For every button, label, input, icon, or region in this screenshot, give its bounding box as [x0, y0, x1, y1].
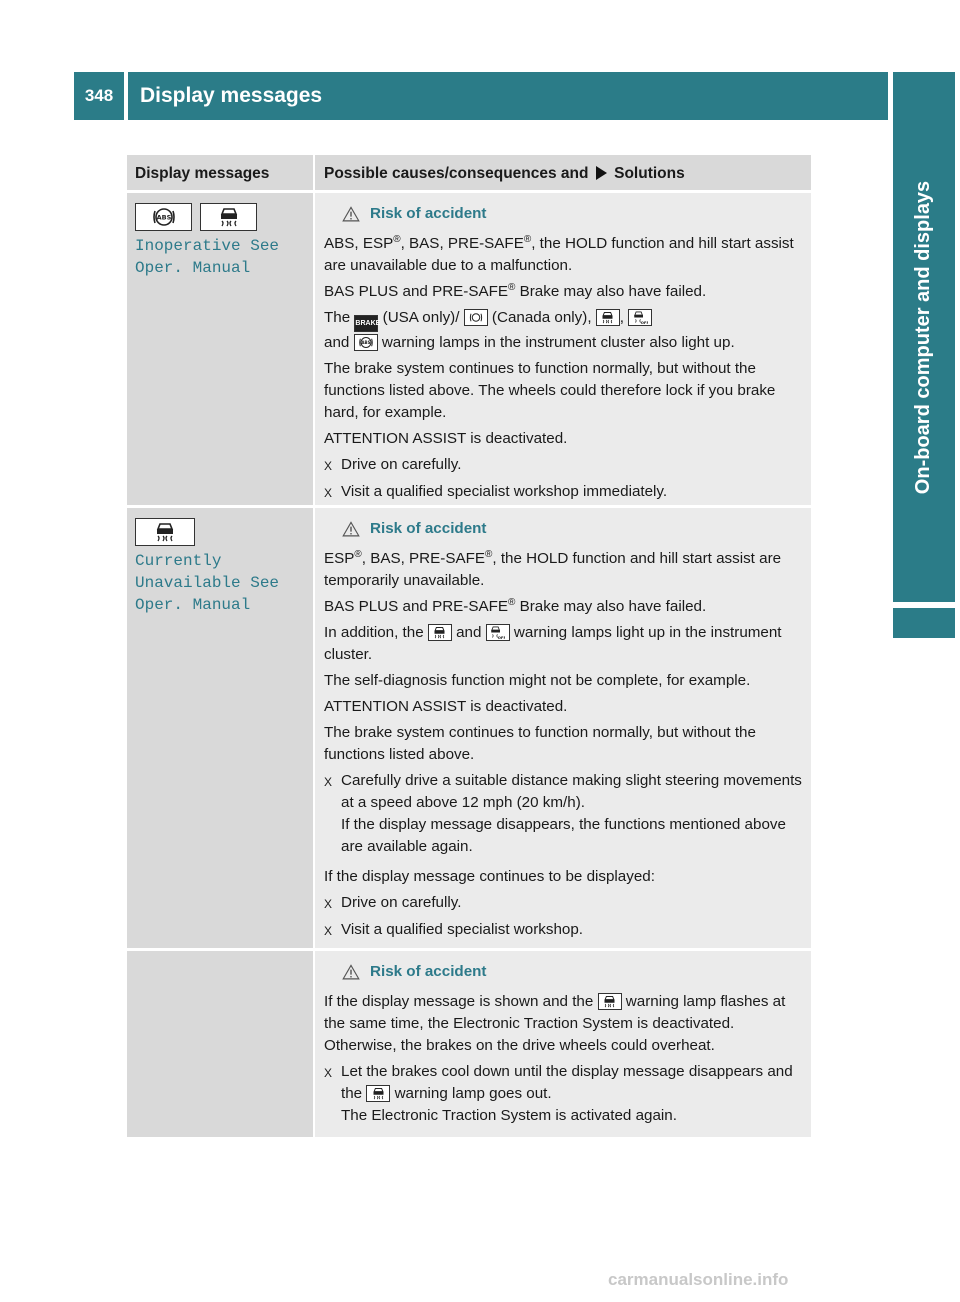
esp-skid-icon	[596, 309, 620, 326]
step-arrow-icon: X	[324, 924, 333, 938]
table-row	[127, 948, 811, 1137]
risk-label: Risk of accident	[370, 520, 487, 537]
section-tab-marker	[893, 608, 955, 638]
paragraph: The brake system continues to function normally, but without the functions listed above. The wheels could therefore lock if you brake hard, for example.	[324, 360, 776, 421]
step-text: warning lamp goes out.	[394, 1085, 552, 1102]
reg-mark: ®	[485, 548, 493, 560]
risk-heading	[324, 203, 805, 225]
step-arrow-icon: X	[324, 1066, 333, 1080]
text: ABS, ESP	[324, 235, 394, 252]
paragraph: The brake system continues to function normally, but without the functions listed above.	[324, 724, 756, 763]
esp-skid-icon	[200, 203, 257, 231]
reg-mark: ®	[523, 233, 532, 245]
risk-label: Risk of accident	[370, 205, 487, 222]
reg-mark: ®	[354, 548, 362, 560]
paragraph: The self-diagnosis function might not be complete, for example.	[324, 672, 751, 689]
reg-mark: ®	[393, 233, 401, 245]
col-header-messages: Display messages	[135, 165, 270, 182]
abs-icon	[354, 334, 378, 351]
esp-skid-icon	[598, 993, 622, 1010]
paragraph	[324, 548, 805, 592]
message-text-line: Inoperative See	[135, 237, 280, 255]
warning-triangle-icon	[342, 964, 360, 981]
paragraph	[324, 233, 805, 277]
paragraph	[324, 596, 805, 618]
table-row	[127, 505, 811, 948]
text: warning lamps in the instrument cluster also light up.	[381, 334, 735, 351]
col-header-solutions	[313, 155, 811, 190]
step-text: Drive on carefully.	[341, 894, 462, 911]
message-cell	[127, 951, 313, 1137]
step-item	[324, 1061, 805, 1127]
text: , BAS, PRE-SAFE	[400, 235, 524, 252]
warning-triangle-icon	[342, 206, 360, 223]
step-result: The Electronic Traction System is activated again.	[341, 1107, 677, 1124]
table-row	[127, 190, 811, 505]
warning-triangle-icon	[342, 521, 360, 538]
page-number: 348	[74, 72, 124, 120]
risk-label: Risk of accident	[370, 963, 487, 980]
step-arrow-icon: X	[324, 897, 333, 911]
text: Brake may also have failed.	[515, 283, 707, 300]
message-text-line: Unavailable See	[135, 574, 280, 592]
step-text: Drive on carefully.	[341, 456, 462, 473]
abs-icon	[135, 203, 192, 231]
esp-skid-icon	[135, 518, 195, 546]
message-text-line: Oper. Manual	[135, 596, 251, 614]
text: warning lamp flashes at the same time, the Electronic Traction System is deactivated. Otherwise, the brakes on the drive wheels could overheat.	[324, 993, 786, 1054]
message-cell	[127, 193, 313, 505]
paragraph	[324, 622, 805, 666]
text: ESP	[324, 550, 355, 567]
step-arrow-icon: X	[324, 486, 333, 500]
brake-lamp-icon: BRAKE	[354, 315, 378, 332]
message-cell	[127, 508, 313, 948]
step-result: If the display message disappears, the functions mentioned above are available again.	[341, 816, 786, 855]
text: , the HOLD function and hill start assist are temporarily unavailable.	[324, 550, 782, 589]
text: (USA only)/	[382, 309, 460, 326]
step-item	[324, 454, 805, 477]
step-item	[324, 919, 805, 942]
text: (Canada only),	[491, 309, 592, 326]
step-item	[324, 892, 805, 915]
play-arrow-icon	[596, 166, 607, 180]
col-header-prefix: Possible causes/consequences and	[324, 165, 589, 182]
esp-off-icon	[628, 309, 652, 326]
text: BAS PLUS and PRE-SAFE	[324, 598, 509, 615]
step-arrow-icon: X	[324, 775, 333, 789]
text: Brake may also have failed.	[515, 598, 707, 615]
page-title: Display messages	[128, 72, 888, 120]
paragraph	[324, 281, 805, 303]
reg-mark: ®	[508, 281, 516, 293]
step-text: Carefully drive a suitable distance making slight steering movements at a speed above 12 mph (20 km/h).	[341, 772, 802, 811]
solution-cell	[313, 508, 811, 948]
solution-cell	[313, 193, 811, 505]
watermark: carmanualsonline.info	[608, 1270, 789, 1289]
risk-heading	[324, 961, 805, 983]
message-text-line: Currently	[135, 552, 222, 570]
esp-skid-icon	[366, 1085, 390, 1102]
paragraph: The BRAKE (USA only)/ (Canada only), , and warning lamps in the instrument cluster also light up.	[324, 309, 735, 351]
step-item	[324, 770, 805, 858]
message-text-line: Oper. Manual	[135, 259, 251, 277]
section-tab-label-wrap	[893, 72, 955, 602]
text: If the display message is shown and the	[324, 993, 594, 1010]
table-header	[127, 155, 811, 190]
text: and	[324, 334, 350, 351]
text: , BAS, PRE-SAFE	[361, 550, 485, 567]
text: warning lamps light up in the instrument cluster.	[324, 624, 782, 663]
solution-cell	[313, 951, 811, 1137]
text: and	[456, 624, 482, 641]
section-tab-label: On-board computer and displays	[912, 180, 935, 494]
step-item	[324, 481, 805, 504]
esp-off-icon	[486, 624, 510, 641]
paragraph: ATTENTION ASSIST is deactivated.	[324, 430, 568, 447]
esp-skid-icon	[428, 624, 452, 641]
text: , the HOLD function and hill start assist are unavailable due to a malfunction.	[324, 235, 794, 274]
display-messages-table	[127, 155, 811, 1137]
text: In addition, the	[324, 624, 424, 641]
paragraph: If the display message continues to be displayed:	[324, 868, 655, 885]
paragraph: ATTENTION ASSIST is deactivated.	[324, 698, 568, 715]
brake-circle-icon	[464, 309, 488, 326]
paragraph	[324, 991, 805, 1057]
step-text: Visit a qualified specialist workshop.	[341, 921, 583, 938]
col-header-suffix: Solutions	[614, 165, 685, 182]
reg-mark: ®	[508, 596, 516, 608]
risk-heading	[324, 518, 805, 540]
step-text: Let the brakes cool down until the display message disappears and the	[341, 1063, 793, 1102]
step-arrow-icon: X	[324, 459, 333, 473]
text: BAS PLUS and PRE-SAFE	[324, 283, 509, 300]
text: The	[324, 309, 351, 326]
step-text: Visit a qualified specialist workshop immediately.	[341, 483, 668, 500]
